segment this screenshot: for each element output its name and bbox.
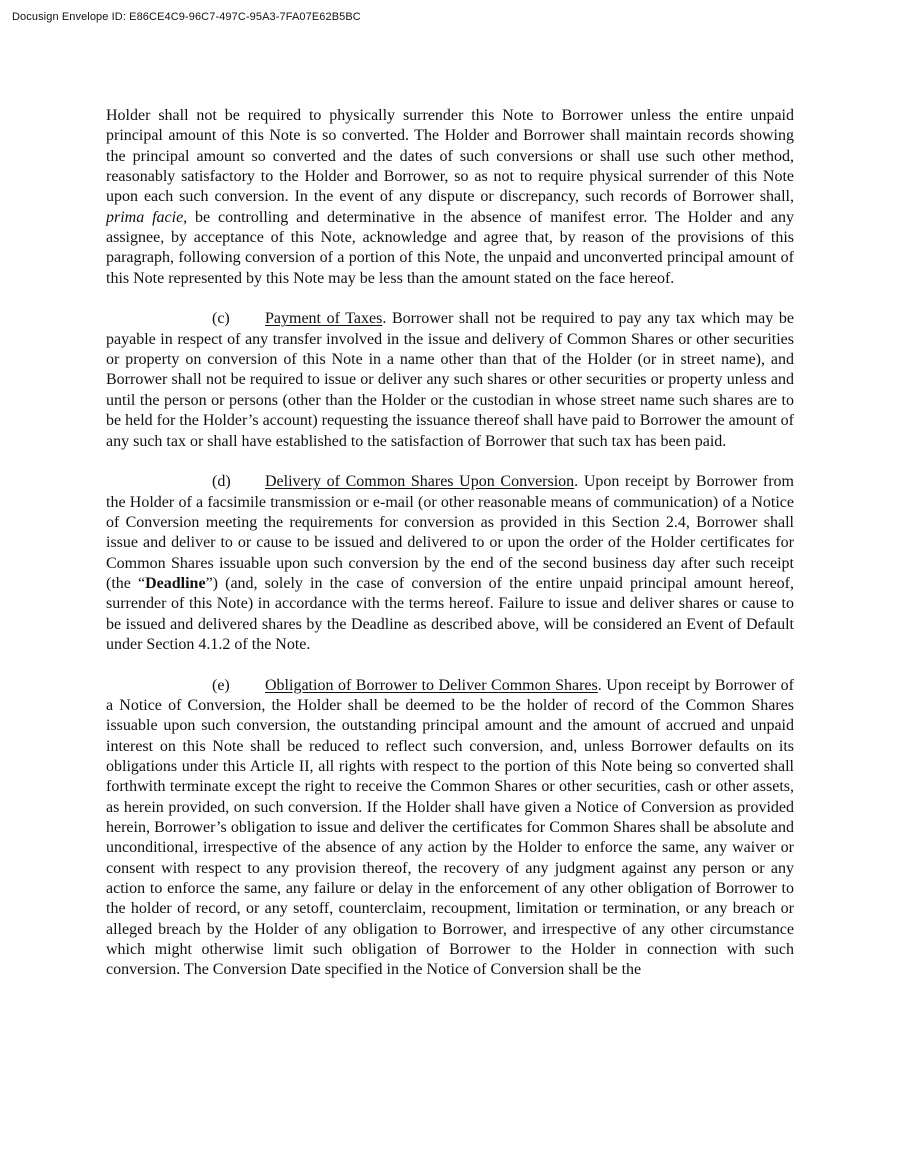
intro-italic-term: prima facie, — [106, 208, 188, 226]
document-page — [106, 106, 794, 1001]
section-e-paragraph — [106, 676, 794, 981]
section-d-heading: Delivery of Common Shares Upon Conversion — [265, 473, 575, 491]
section-e-heading: Obligation of Borrower to Deliver Common Shares — [265, 676, 598, 694]
docusign-envelope-id: Docusign Envelope ID: E86CE4C9-96C7-497C-95A3-7FA07E62B5BC — [12, 11, 361, 23]
section-c-heading: Payment of Taxes — [265, 310, 383, 328]
intro-text-2: be controlling and determinative in the absence of manifest error. The Holder and any assignee, by acceptance of this Note, acknowledge and agree that, by reason of the provisions of this paragraph, following conversion of a portion of this Note, the unpaid and unconverted principal amount of this Note represented by this Note may be less than the amount stated on the face hereof. — [106, 208, 795, 287]
section-e-body: . Upon receipt by Borrower of a Notice of Conversion, the Holder shall be deemed to be the holder of record of the Common Shares issuable upon such conversion, the outstanding principal amount and the amount of accrued and unpaid interest on this Note shall be reduced to reflect such conversion, and, unless Borrower defaults on its obligations under this Article II, all rights with respect to the portion of this Note being so converted shall forthwith terminate except the right to receive the Common Shares or other securities, cash or other assets, as herein provided, on such conversion. If the Holder shall have given a Notice of Conversion as provided herein, Borrower’s obligation to issue and deliver the certificates for Common Shares shall be absolute and unconditional, irrespective of the absence of any action by the Holder to enforce the same, any waiver or consent with respect to any provision thereof, the recovery of any judgment against any person or any action to enforce the same, any failure or delay in the enforcement of any other obligation of Borrower to the holder of record, or any setoff, counterclaim, recoupment, limitation or termination, or any breach or alleged breach by the Holder of any obligation to Borrower, and irrespective of any other circumstance which might otherwise limit such obligation of Borrower to the Holder in connection with such conversion. The Conversion Date specified in the Notice of Conversion shall be the — [106, 676, 795, 979]
section-c-number: (c) — [212, 310, 230, 328]
section-d-body-2: ”) (and, solely in the case of conversion of the entire unpaid principal amount hereof, surrender of this Note) in accordance with the terms hereof. Failure to issue and deliver shares or cause to be issued and delivered shares by the Deadline as described above, will be considered an Event of Default under Section 4.1.2 of the Note. — [106, 574, 794, 653]
intro-text-1: Holder shall not be required to physically surrender this Note to Borrower unless the entire unpaid principal amount of this Note is so converted. The Holder and Borrower shall maintain records showing the principal amount so converted and the dates of such conversions or shall use such other method, reasonably satisfactory to the Holder and Borrower, so as not to require physical surrender of this Note upon each such conversion. In the event of any dispute or discrepancy, such records of Borrower shall, — [106, 107, 794, 206]
section-e-number: (e) — [212, 676, 230, 694]
section-d-number: (d) — [212, 473, 231, 491]
section-c-body: . Borrower shall not be required to pay any tax which may be payable in respect of any transfer involved in the issue and delivery of Common Shares or other securities or property on conversion of this Note in a name other than that of the Holder (or in street name), and Borrower shall not be required to issue or deliver any such shares or other securities or property unless and until the person or persons (other than the Holder or the custodian in whose street name such shares are to be held for the Holder’s account) requesting the issuance thereof shall have paid to Borrower the amount of any such tax or shall have established to the satisfaction of Borrower that such tax has been paid. — [106, 310, 794, 450]
section-d-body-1: . Upon receipt by Borrower from the Holder of a facsimile transmission or e-mail (or other reasonable means of communication) of a Notice of Conversion meeting the requirements for conversion as provided in this Section 2.4, Borrower shall issue and deliver to or cause to be issued and delivered to or upon the order of the Holder certificates for Common Shares issuable upon such conversion by the end of the second business day after such receipt (the “ — [106, 473, 794, 592]
intro-paragraph — [106, 106, 794, 289]
section-d-defined-term: Deadline — [145, 574, 206, 592]
section-d-paragraph — [106, 472, 794, 655]
section-c-paragraph — [106, 309, 794, 451]
